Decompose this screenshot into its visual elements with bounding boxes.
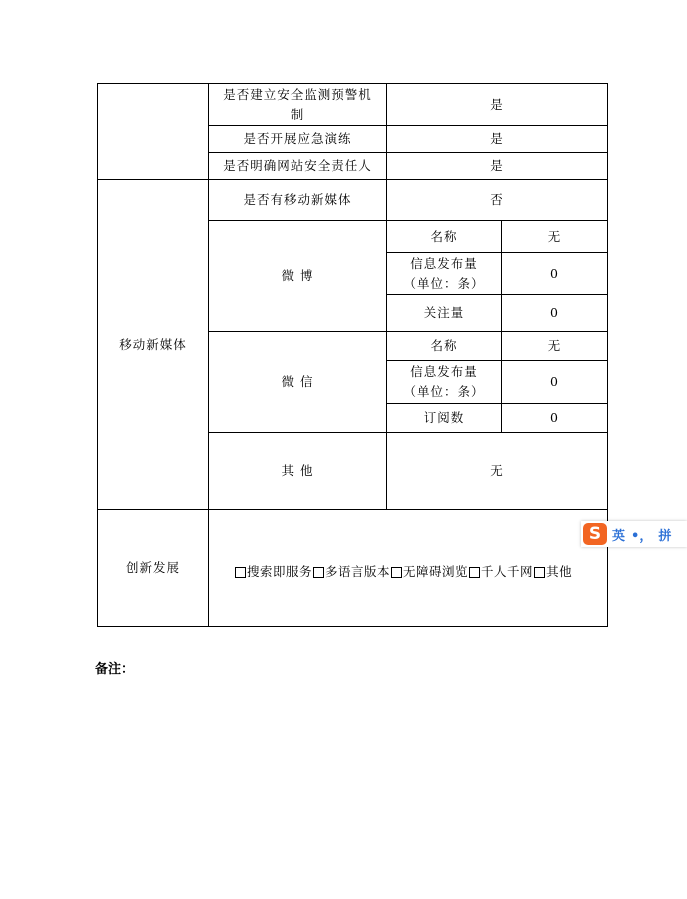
person-label: 是否明确网站安全责任人 (209, 153, 387, 180)
ime-punct-toggle[interactable]: •， (631, 528, 653, 544)
warning-label: 是否建立安全监测预警机制 (209, 84, 387, 126)
info-table (97, 83, 608, 627)
wechat-name-label: 名称 (387, 332, 502, 361)
wechat-label: 微 信 (209, 332, 387, 433)
option-other[interactable]: 其他 (534, 562, 572, 582)
ime-pinyin-toggle[interactable]: 拼 (658, 528, 672, 544)
mobile-section-label: 移动新媒体 (98, 180, 209, 510)
checkbox-icon[interactable] (391, 567, 402, 578)
person-value: 是 (387, 153, 608, 180)
other-label: 其 他 (209, 433, 387, 510)
weibo-label: 微 博 (209, 221, 387, 332)
warning-value: 是 (387, 84, 608, 126)
innovation-options-cell (209, 510, 608, 627)
weibo-posts-value: 0 (502, 253, 608, 295)
weibo-name-value: 无 (502, 221, 608, 253)
option-multilingual[interactable]: 多语言版本 (313, 562, 390, 582)
sogou-logo-icon[interactable]: S (583, 523, 607, 545)
option-personalized[interactable]: 千人千网 (469, 562, 533, 582)
weibo-name-label: 名称 (387, 221, 502, 253)
weibo-follow-value: 0 (502, 295, 608, 332)
innovation-options (213, 554, 603, 582)
wechat-sub-value: 0 (502, 404, 608, 433)
remark-label: 备注： (95, 662, 135, 677)
checkbox-icon[interactable] (235, 567, 246, 578)
other-value: 无 (387, 433, 608, 510)
drill-label: 是否开展应急演练 (209, 126, 387, 153)
has-mobile-value: 否 (387, 180, 608, 221)
wechat-posts-label: 信息发布量（单位：条） (387, 361, 502, 404)
option-accessibility[interactable]: 无障碍浏览 (391, 562, 468, 582)
checkbox-icon[interactable] (534, 567, 545, 578)
ime-mode-toggle[interactable]: 英 (612, 528, 626, 544)
innovation-label: 创新发展 (98, 510, 209, 627)
weibo-follow-label: 关注量 (387, 295, 502, 332)
wechat-sub-label: 订阅数 (387, 404, 502, 433)
option-search-service[interactable]: 搜索即服务 (235, 562, 312, 582)
checkbox-icon[interactable] (313, 567, 324, 578)
drill-value: 是 (387, 126, 608, 153)
ime-toolbar[interactable] (581, 521, 687, 547)
wechat-name-value: 无 (502, 332, 608, 361)
checkbox-icon[interactable] (469, 567, 480, 578)
weibo-posts-label: 信息发布量（单位：条） (387, 253, 502, 295)
wechat-posts-value: 0 (502, 361, 608, 404)
has-mobile-label: 是否有移动新媒体 (209, 180, 387, 221)
blank-section-cell (98, 84, 209, 180)
